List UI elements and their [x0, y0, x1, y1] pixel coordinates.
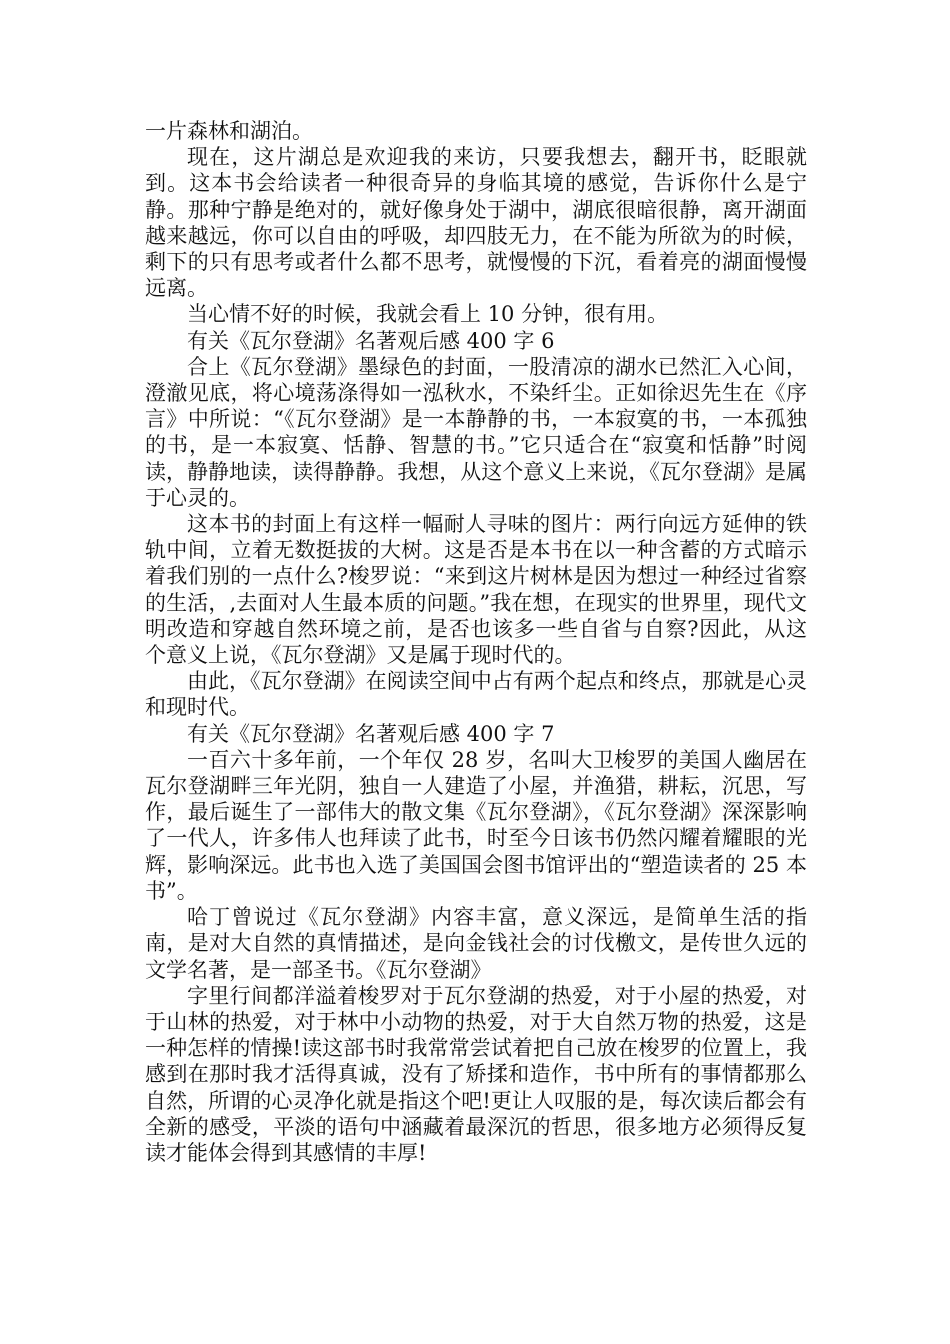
document-body	[145, 118, 807, 1166]
paragraph-6: 这本书的封面上有这样一幅耐人寻味的图片：两行向远方延伸的铁轨中间，立着无数挺拔的大树。这是否是本书在以一种含蓄的方式暗示着我们别的一点什么?梭罗说：“来到这片树林是因为想过一种经过省察的生活，,去面对人生最本质的问题。”我在想，在现实的世界里，现代文明改造和穿越自然环境之前，是否也该多一些自省与自察?因此，从这个意义上说，《瓦尔登湖》又是属于现时代的。	[145, 512, 807, 668]
section-heading-6: 有关《瓦尔登湖》名著观后感 400 字 6	[187, 328, 555, 353]
paragraph-10: 哈丁曾说过《瓦尔登湖》内容丰富，意义深远，是简单生活的指南，是对大自然的真情描述，是向金钱社会的讨伐檄文，是传世久远的文学名著，是一部圣书。《瓦尔登湖》	[145, 905, 807, 982]
paragraph-9: 一百六十多年前，一个年仅 28 岁，名叫大卫梭罗的美国人幽居在瓦尔登湖畔三年光阴，独自一人建造了小屋，并渔猎，耕耘，沉思，写作，最后诞生了一部伟大的散文集《瓦尔登湖》，《瓦尔登湖》深深影响了一代人，许多伟人也拜读了此书，时至今日该书仍然闪耀着耀眼的光辉，影响深远。此书也入选了美国国会图书馆评出的“塑造读者的 25 本书”。	[145, 747, 807, 903]
section-heading-7: 有关《瓦尔登湖》名著观后感 400 字 7	[187, 721, 555, 746]
paragraph-11: 字里行间都洋溢着梭罗对于瓦尔登湖的热爱，对于小屋的热爱，对于山林的热爱，对于林中小动物的热爱，对于大自然万物的热爱，这是一种怎样的情操!读这部书时我常常尝试着把自己放在梭罗的位置上，我感到在那时我才活得真诚，没有了矫揉和造作，书中所有的事情都那么自然，所谓的心灵净化就是指这个吧!更让人叹服的是，每次读后都会有全新的感受，平淡的语句中涵藏着最深沉的哲思，很多地方必须得反复读才能体会得到其感情的丰厚!	[145, 983, 807, 1165]
paragraph-3: 当心情不好的时候，我就会看上 10 分钟，很有用。	[187, 302, 669, 327]
paragraph-5: 合上《瓦尔登湖》墨绿色的封面，一股清凉的湖水已然汇入心间，澄澈见底，将心境荡涤得如一泓秋水，不染纤尘。正如徐迟先生在《序言》中所说：“《瓦尔登湖》是一本静静的书，一本寂寞的书，一本孤独的书，是一本寂寞、恬静、智慧的书。”它只适合在“寂寞和恬静”时阅读，静静地读，读得静静。我想，从这个意义上来说，《瓦尔登湖》是属于心灵的。	[145, 354, 807, 510]
paragraph-7: 由此，《瓦尔登湖》在阅读空间中占有两个起点和终点，那就是心灵和现时代。	[145, 669, 807, 720]
paragraph-1: 一片森林和湖泊。	[145, 119, 313, 143]
paragraph-2: 现在，这片湖总是欢迎我的来访，只要我想去，翻开书，眨眼就到。这本书会给读者一种很奇异的身临其境的感觉，告诉你什么是宁静。那种宁静是绝对的，就好像身处于湖中，湖底很暗很静，离开湖面越来越远，你可以自由的呼吸，却四肢无力，在不能为所欲为的时候，剩下的只有思考或者什么都不思考，就慢慢的下沉，看着亮的湖面慢慢远离。	[145, 145, 807, 301]
